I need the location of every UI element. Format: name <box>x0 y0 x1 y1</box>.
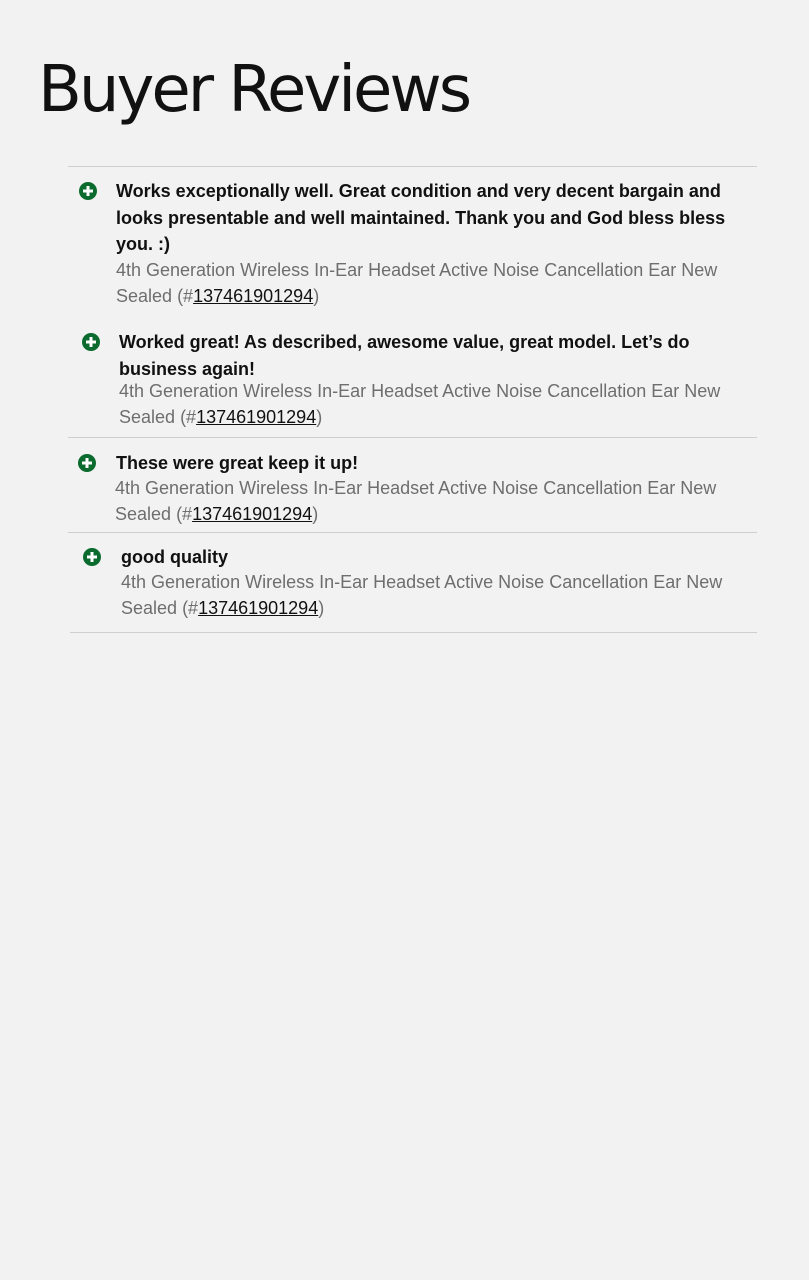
review-comment: good quality <box>121 547 228 567</box>
item-title-text: 4th Generation Wireless In-Ear Headset Active Noise Cancellation Ear New Sealed <box>116 260 718 306</box>
item-number-link[interactable]: 137461901294 <box>198 598 319 618</box>
item-number-suffix: ) <box>313 286 320 306</box>
review-item-title <box>119 378 724 430</box>
item-number-link[interactable]: 137461901294 <box>193 286 314 306</box>
divider <box>68 532 757 533</box>
item-number-suffix: ) <box>318 598 325 618</box>
divider <box>68 437 757 438</box>
review-comment: These were great keep it up! <box>116 453 359 473</box>
review-comment: Works exceptionally well. Great condition and very decent bargain and looks presentable and well maintained. Thank you and God bless bless you. :) <box>116 181 726 254</box>
divider <box>68 166 757 167</box>
item-number-prefix: (# <box>177 598 199 618</box>
item-title-text: 4th Generation Wireless In-Ear Headset Active Noise Cancellation Ear New Sealed <box>119 381 721 427</box>
item-number-prefix: (# <box>172 286 194 306</box>
item-number-suffix: ) <box>316 407 323 427</box>
plus-circle-icon <box>78 454 96 472</box>
review-item <box>82 544 722 624</box>
review-item <box>80 329 720 433</box>
page-title: Buyer Reviews <box>38 53 470 127</box>
divider <box>70 632 757 633</box>
review-item-title <box>115 475 720 527</box>
item-number-suffix: ) <box>312 504 319 524</box>
review-item-title <box>116 257 741 309</box>
item-title-text: 4th Generation Wireless In-Ear Headset Active Noise Cancellation Ear New Sealed <box>115 478 717 524</box>
plus-circle-icon <box>82 333 100 351</box>
review-item <box>78 178 726 308</box>
item-number-prefix: (# <box>171 504 193 524</box>
item-title-text: 4th Generation Wireless In-Ear Headset Active Noise Cancellation Ear New Sealed <box>121 572 723 618</box>
item-number-prefix: (# <box>175 407 197 427</box>
item-number-link[interactable]: 137461901294 <box>192 504 313 524</box>
plus-circle-icon <box>79 182 97 200</box>
review-item-title <box>121 569 734 621</box>
review-item <box>77 450 717 528</box>
item-number-link[interactable]: 137461901294 <box>196 407 317 427</box>
plus-circle-icon <box>83 548 101 566</box>
review-comment: Worked great! As described, awesome value, great model. Let’s do business again! <box>119 332 690 379</box>
